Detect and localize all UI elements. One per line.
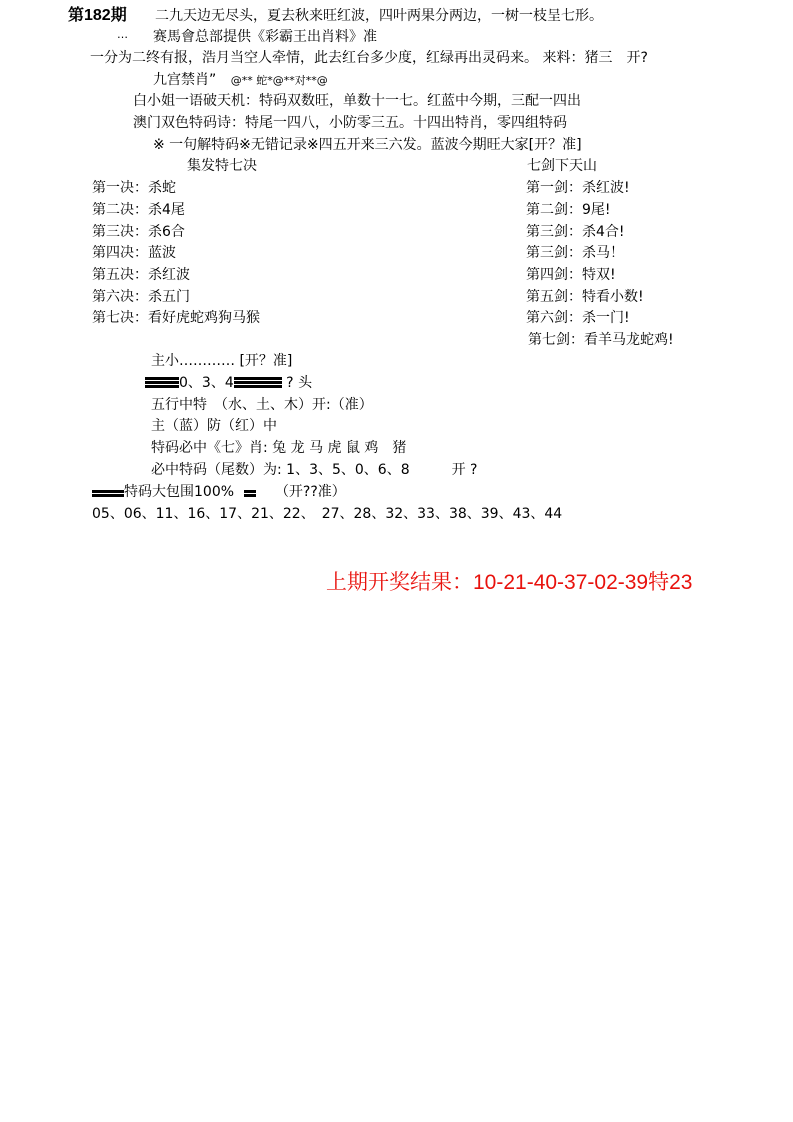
five-elements-line: 五行中特 （水、土、木）开:（准） xyxy=(151,397,373,413)
right-item-7: 第六剑：杀一门! xyxy=(526,310,630,326)
right-item-8: 第七剑：看羊马龙蛇鸡! xyxy=(528,332,674,348)
last-result-label: 上期开奖结果： xyxy=(326,571,473,594)
big-range-suffix: （开??准） xyxy=(274,484,346,500)
one-sentence-line: ※ 一句解特码※无错记录※四五开来三六发。蓝波今期旺大家[开？准] xyxy=(153,137,582,153)
right-item-2: 第二剑：9尾! xyxy=(526,202,611,218)
left-item-3: 第三决：杀6合 xyxy=(92,224,185,240)
double-bar-icon xyxy=(92,490,124,497)
tail-numbers-line: 必中特码（尾数）为: 1、3、5、0、6、8 开 ? xyxy=(151,462,478,478)
macau-poem-line: 澳门双色特码诗：特尾一四八，小防零三五。十四出特肖，零四组特码 xyxy=(133,115,567,131)
miss-bai-line: 白小姐一语破天机：特码双数旺，单数十一七。红蓝中今期，三配一四出 xyxy=(133,93,581,109)
nine-palace-label: 九宫禁肖” xyxy=(153,72,217,88)
left-item-1: 第一决：杀蛇 xyxy=(92,180,176,196)
double-bar-icon xyxy=(244,490,256,497)
nine-palace-code: @** 蛇*@**对**@ xyxy=(230,74,328,87)
right-item-6: 第五剑：特看小数! xyxy=(526,289,644,305)
triple-bar-icon xyxy=(145,377,179,388)
numbers-line: 05、06、11、16、17、21、22、 27、28、32、33、38、39、43、44 xyxy=(92,506,563,522)
dots: … xyxy=(117,28,128,41)
heads-numbers: 0、3、4 xyxy=(179,375,234,391)
left-column-title: 集发特七决 xyxy=(187,158,257,174)
right-item-3: 第三剑：杀4合! xyxy=(526,224,625,240)
triple-bar-icon xyxy=(234,377,282,388)
poem-line-1: 二九天边无尽头，夏去秋来旺红波，四叶两果分两边，一树一枝呈七形。 xyxy=(155,8,603,24)
zodiac-line: 特码必中《七》肖: 兔 龙 马 虎 鼠 鸡 猪 xyxy=(151,440,407,456)
poem-line-2: 一分为二终有报，浩月当空人牵情，此去红台多少度，红绿再出灵码来。 来料：猪三 开? xyxy=(90,50,648,66)
heads-suffix: ? 头 xyxy=(281,375,313,391)
left-item-5: 第五决：杀红波 xyxy=(92,267,190,283)
sponsor-line: 赛馬會总部提供《彩霸王出肖料》准 xyxy=(153,29,377,45)
left-item-7: 第七决：看好虎蛇鸡狗马猴 xyxy=(92,310,260,326)
nine-palace-line xyxy=(153,71,328,90)
left-item-2: 第二决：杀4尾 xyxy=(92,202,185,218)
main-blue-line: 主（蓝）防（红）中 xyxy=(151,418,277,434)
left-item-6: 第六决：杀五门 xyxy=(92,289,190,305)
big-range-line xyxy=(92,483,346,501)
right-item-1: 第一剑：杀红波! xyxy=(526,180,630,196)
right-column-title: 七剑下天山 xyxy=(527,158,597,174)
last-result xyxy=(326,570,692,596)
heads-line xyxy=(145,374,312,392)
right-item-5: 第四剑：特双! xyxy=(526,267,616,283)
main-small-line: 主小………… [开？准] xyxy=(151,353,293,369)
issue-number: 第182期 xyxy=(68,7,127,24)
last-result-numbers: 10-21-40-37-02-39特23 xyxy=(473,571,693,594)
left-item-4: 第四决：蓝波 xyxy=(92,245,176,261)
right-item-4: 第三剑：杀马！ xyxy=(526,245,624,261)
big-range-label: 特码大包围100% xyxy=(124,484,235,500)
